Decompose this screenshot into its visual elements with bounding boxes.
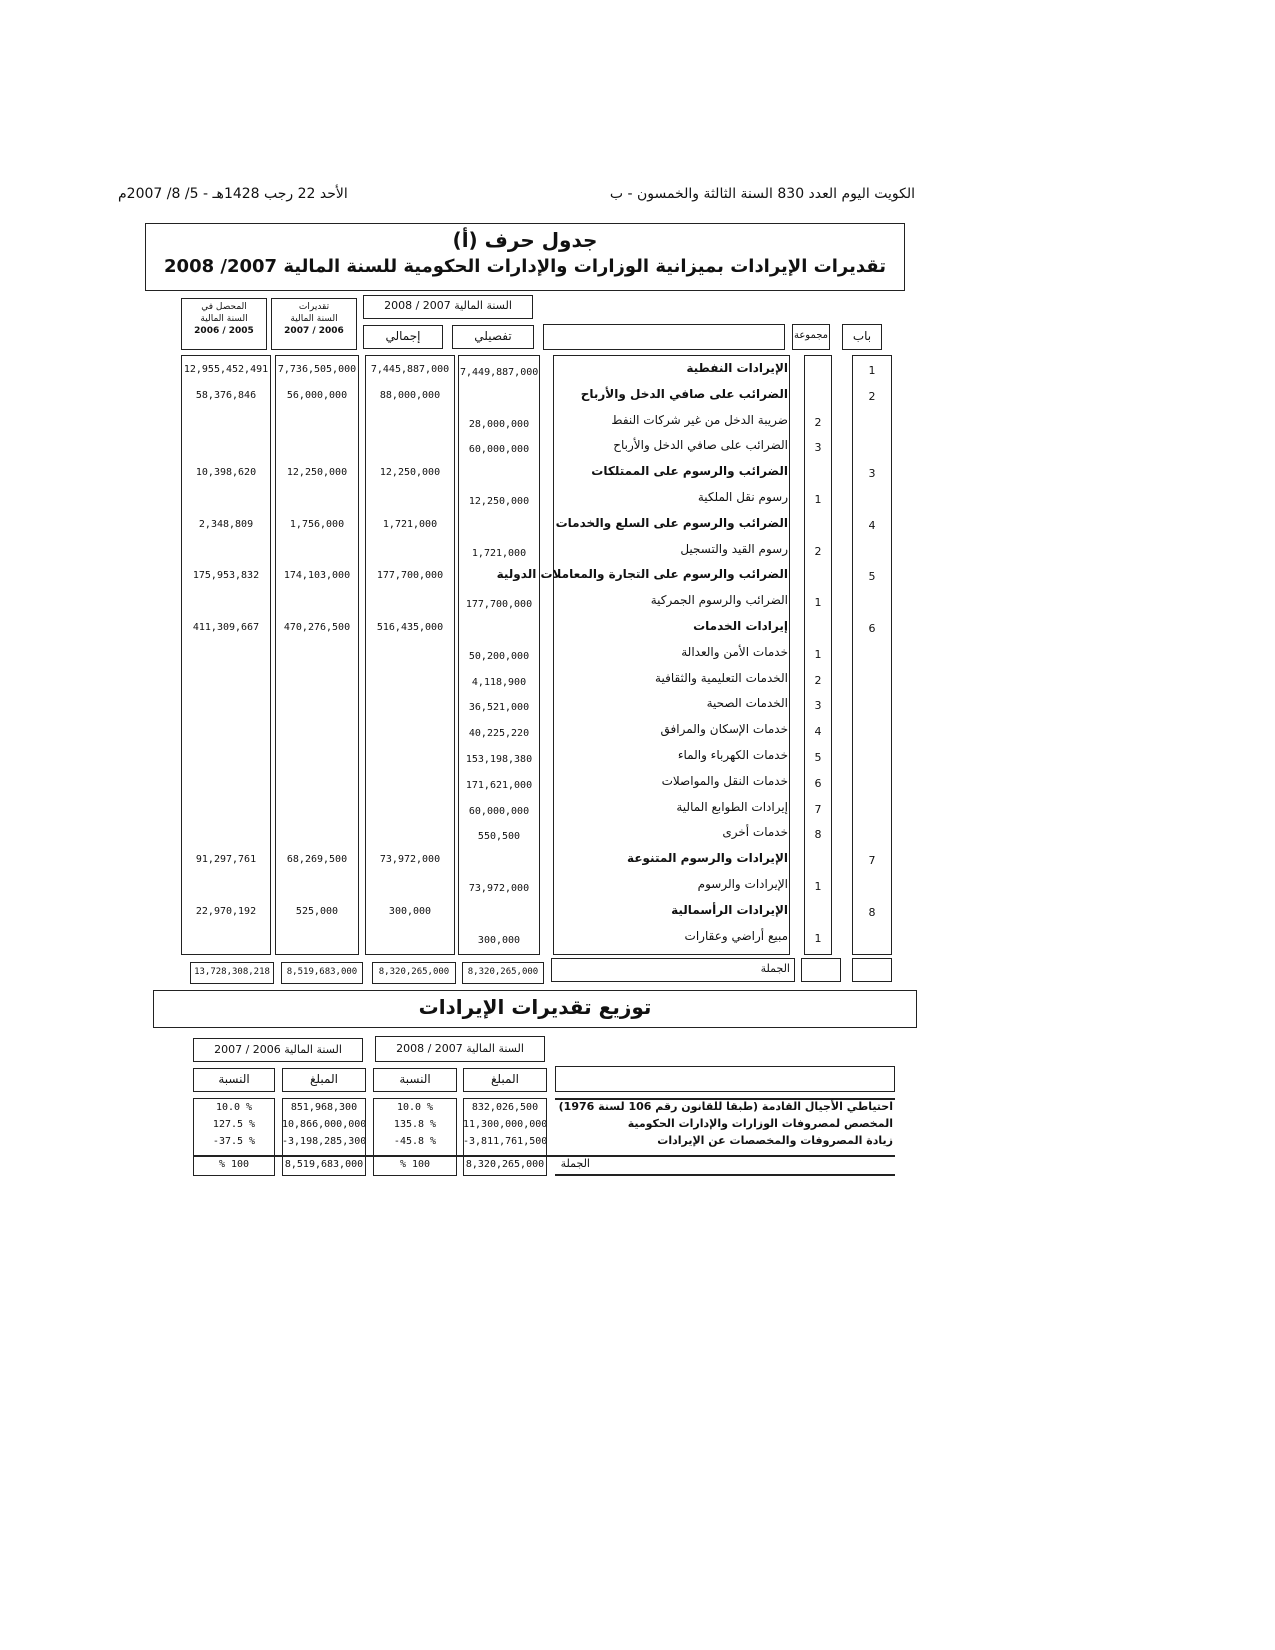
cell-actual: 58,376,846 bbox=[195, 389, 257, 401]
total-group-cell bbox=[801, 958, 841, 982]
cell-description: الضرائب على صافي الدخل والأرباح bbox=[613, 438, 788, 453]
cell-amt-curr: -3,811,761,500 bbox=[463, 1136, 548, 1147]
cell-total: 516,435,000 bbox=[376, 622, 444, 633]
cell-description: زيادة المصروفات والمخصصات عن الإيرادات bbox=[657, 1134, 893, 1147]
col-head-total: إجمالي bbox=[363, 325, 443, 349]
cell-amt-prev: 851,968,300 bbox=[290, 1102, 358, 1113]
t2-head-fy-curr: السنة المالية 2007 / 2008 bbox=[375, 1036, 545, 1062]
t2-total-pct-curr: % 100 bbox=[399, 1159, 431, 1170]
cell-detail: 550,500 bbox=[477, 831, 521, 843]
cell-detail: 73,972,000 bbox=[468, 883, 530, 894]
cell-estimate: 68,269,500 bbox=[286, 854, 348, 866]
cell-description: خدمات الأمن والعدالة bbox=[681, 644, 788, 659]
cell-group: 6 bbox=[814, 776, 822, 790]
cell-total: 300,000 bbox=[388, 905, 432, 917]
cell-description: مبيع أراضي وعقارات bbox=[684, 928, 788, 943]
t2-total-label: الجملة bbox=[560, 1157, 590, 1170]
col-head-actual: المحصل في السنة المالية 2006 / 2005 bbox=[181, 298, 267, 350]
cell-description: رسوم القيد والتسجيل bbox=[680, 541, 788, 556]
cell-group: 1 bbox=[814, 880, 822, 893]
cell-chapter: 3 bbox=[868, 467, 876, 481]
cell-chapter: 8 bbox=[868, 905, 876, 919]
col-head-group: مجموعة bbox=[792, 324, 830, 350]
cell-description: الإيرادات والرسوم bbox=[697, 877, 788, 891]
col-head-detail: تفصيلي bbox=[452, 325, 534, 349]
cell-estimate: 7,736,505,000 bbox=[277, 364, 357, 375]
cell-description: المخصص لمصروفات الوزارات والإدارات الحكومية bbox=[627, 1117, 893, 1130]
cell-detail: 7,449,887,000 bbox=[460, 367, 539, 378]
cell-detail: 12,250,000 bbox=[468, 496, 530, 507]
cell-estimate: 470,276,500 bbox=[283, 622, 351, 633]
table1-title: جدول حرف (أ) bbox=[452, 228, 598, 252]
cell-total: 1,721,000 bbox=[382, 518, 438, 530]
cell-pct-curr: -45.8 % bbox=[393, 1136, 437, 1147]
cell-group: 2 bbox=[814, 544, 822, 558]
cell-actual: 175,953,832 bbox=[192, 570, 260, 582]
cell-group: 7 bbox=[814, 802, 822, 816]
cell-description: خدمات الإسكان والمرافق bbox=[660, 722, 788, 737]
cell-group: 2 bbox=[814, 673, 822, 687]
t2-head-pct-prev: النسبة bbox=[193, 1068, 275, 1092]
cell-group: 1 bbox=[814, 931, 822, 945]
table1-title-box bbox=[145, 223, 905, 291]
cell-estimate: 56,000,000 bbox=[286, 389, 348, 401]
cell-description: إيرادات الطوابع المالية bbox=[676, 799, 788, 814]
table2-title: توزيع تقديرات الإيرادات bbox=[418, 995, 652, 1019]
cell-description: الضرائب والرسوم على الممتلكات bbox=[591, 464, 788, 479]
t2-head-fy-prev: السنة المالية 2006 / 2007 bbox=[193, 1038, 363, 1062]
cell-group: 1 bbox=[814, 647, 822, 661]
col-head-fy: السنة المالية 2007 / 2008 bbox=[363, 295, 533, 319]
table2-title-box bbox=[153, 990, 917, 1028]
col-head-chapter: باب bbox=[842, 324, 882, 350]
cell-total: 88,000,000 bbox=[379, 389, 441, 401]
cell-group: 5 bbox=[814, 751, 822, 764]
total-chapter-cell bbox=[852, 958, 892, 982]
cell-pct-prev: 127.5 % bbox=[212, 1119, 256, 1130]
total-total-cell: 8,320,265,000 bbox=[372, 962, 456, 984]
t2-total-rule bbox=[193, 1155, 895, 1157]
t2-head-amt-curr: المبلغ bbox=[463, 1068, 547, 1092]
cell-estimate: 525,000 bbox=[295, 905, 339, 917]
cell-pct-prev: 10.0 % bbox=[215, 1102, 253, 1113]
total-label-cell: الجملة bbox=[551, 958, 795, 982]
cell-amt-curr: 832,026,500 bbox=[471, 1102, 539, 1113]
header-issue: الكويت اليوم العدد 830 السنة الثالثة والخمسون - ب bbox=[609, 186, 915, 202]
cell-description: الخدمات الصحية bbox=[706, 696, 788, 711]
cell-actual: 12,955,452,491 bbox=[183, 364, 269, 375]
total-actual-cell: 13,728,308,218 bbox=[190, 962, 274, 984]
cell-amt-prev: -3,198,285,300 bbox=[282, 1136, 367, 1147]
cell-detail: 60,000,000 bbox=[468, 805, 530, 817]
cell-actual: 91,297,761 bbox=[195, 854, 257, 866]
cell-group: 3 bbox=[814, 699, 822, 713]
cell-actual: 411,309,667 bbox=[192, 622, 260, 633]
cell-estimate: 174,103,000 bbox=[283, 570, 351, 582]
header-date: الأحد 22 رجب 1428هـ - 5/ 8/ 2007م bbox=[118, 186, 348, 202]
cell-amt-curr: 11,300,000,000 bbox=[463, 1119, 548, 1130]
cell-pct-curr: 135.8 % bbox=[393, 1119, 437, 1130]
cell-chapter: 2 bbox=[868, 389, 876, 403]
t2-total-pct-prev: % 100 bbox=[218, 1159, 250, 1170]
cell-group: 3 bbox=[814, 441, 822, 455]
cell-chapter: 4 bbox=[868, 518, 876, 532]
cell-group: 4 bbox=[814, 725, 822, 739]
cell-detail: 177,700,000 bbox=[465, 599, 533, 611]
cell-total: 177,700,000 bbox=[376, 570, 444, 582]
cell-total: 7,445,887,000 bbox=[370, 364, 450, 375]
cell-total: 12,250,000 bbox=[379, 467, 441, 479]
col-head-estimate: تقديرات السنة المالية 2007 / 2006 bbox=[271, 298, 357, 350]
cell-description: الضرائب والرسوم على السلع والخدمات bbox=[555, 515, 788, 530]
cell-description: الضرائب على صافي الدخل والأرباح bbox=[580, 386, 788, 401]
cell-detail: 300,000 bbox=[477, 934, 521, 946]
cell-description: الإيرادات والرسوم المتنوعة bbox=[627, 851, 788, 866]
total-detail-cell: 8,320,265,000 bbox=[462, 962, 544, 984]
cell-actual: 2,348,809 bbox=[198, 518, 254, 530]
cell-detail: 1,721,000 bbox=[471, 547, 527, 559]
cell-detail: 153,198,380 bbox=[465, 754, 533, 765]
cell-group: 1 bbox=[814, 596, 822, 610]
cell-chapter: 6 bbox=[868, 622, 876, 635]
t2-head-pct-curr: النسبة bbox=[373, 1068, 457, 1092]
cell-description: إيرادات الخدمات bbox=[693, 619, 788, 633]
table1-subtitle: تقديرات الإيرادات بميزانية الوزارات والإدارات الحكومية للسنة المالية 2007/ 2008 bbox=[164, 256, 886, 277]
cell-amt-prev: 10,866,000,000 bbox=[282, 1119, 367, 1130]
cell-description: خدمات النقل والمواصلات bbox=[661, 773, 788, 788]
cell-pct-curr: 10.0 % bbox=[396, 1102, 434, 1113]
cell-description: خدمات أخرى bbox=[722, 825, 788, 840]
t2-total-amt-prev: 8,519,683,000 bbox=[284, 1159, 364, 1170]
cell-chapter: 5 bbox=[868, 570, 876, 584]
cell-detail: 36,521,000 bbox=[468, 702, 530, 714]
cell-group: 1 bbox=[814, 493, 822, 506]
cell-group: 2 bbox=[814, 415, 822, 429]
t2-head-description bbox=[555, 1066, 895, 1092]
t2-total-amt-curr: 8,320,265,000 bbox=[465, 1159, 545, 1170]
cell-description: خدمات الكهرباء والماء bbox=[677, 748, 788, 762]
t2-bottom-rule bbox=[555, 1174, 895, 1176]
cell-description: ضريبة الدخل من غير شركات النفط bbox=[611, 412, 788, 427]
cell-actual: 22,970,192 bbox=[195, 905, 257, 917]
cell-detail: 4,118,900 bbox=[471, 676, 527, 688]
cell-detail: 28,000,000 bbox=[468, 418, 530, 430]
cell-detail: 171,621,000 bbox=[465, 779, 533, 791]
t2-head-amt-prev: المبلغ bbox=[282, 1068, 366, 1092]
cell-description: الإيرادات الرأسمالية bbox=[671, 902, 788, 917]
cell-actual: 10,398,620 bbox=[195, 467, 257, 479]
col-head-description bbox=[543, 324, 785, 350]
cell-pct-prev: -37.5 % bbox=[212, 1136, 256, 1147]
cell-description: احتياطي الأجيال القادمة (طبقا للقانون رقم 106 لسنة 1976) bbox=[558, 1100, 893, 1113]
cell-detail: 60,000,000 bbox=[468, 444, 530, 456]
cell-detail: 40,225,220 bbox=[468, 728, 530, 740]
cell-chapter: 7 bbox=[868, 854, 876, 868]
cell-estimate: 12,250,000 bbox=[286, 467, 348, 479]
cell-estimate: 1,756,000 bbox=[289, 518, 345, 530]
cell-group: 8 bbox=[814, 828, 822, 842]
cell-detail: 50,200,000 bbox=[468, 650, 530, 662]
cell-description: الإيرادات النفطية bbox=[686, 361, 788, 375]
cell-total: 73,972,000 bbox=[379, 854, 441, 866]
total-estimate-cell: 8,519,683,000 bbox=[281, 962, 363, 984]
cell-chapter: 1 bbox=[868, 364, 876, 377]
cell-description: الخدمات التعليمية والثقافية bbox=[655, 670, 788, 685]
cell-description: الضرائب والرسوم على التجارة والمعاملات الدولية bbox=[496, 567, 788, 582]
cell-description: رسوم نقل الملكية bbox=[697, 490, 788, 504]
cell-description: الضرائب والرسوم الجمركية bbox=[650, 593, 788, 608]
